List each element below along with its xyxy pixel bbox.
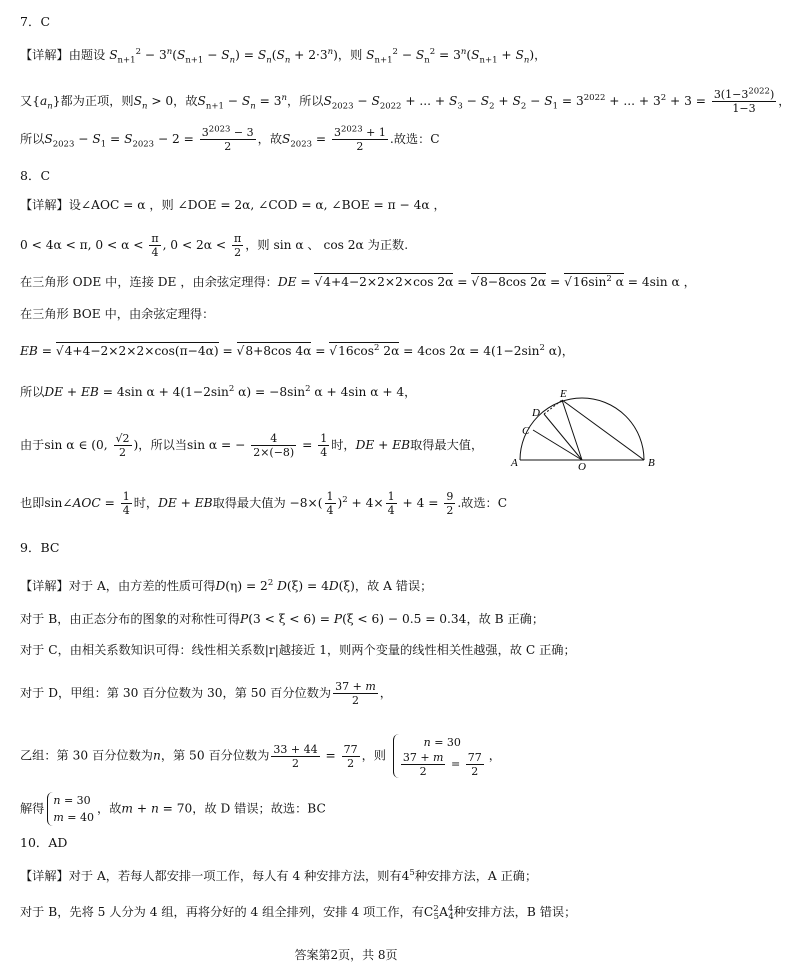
q8-line-6: 所以DE + EB = 4sin $\alpha + 4(1-2\sin^2$ $\alpha) = -8\sin^2$ α + 4sin α + 4， — [20, 383, 417, 399]
q8-answer: 8．C — [20, 168, 51, 183]
q8-line-7: 由于sin α ∈ (0, $\frac{√2}{2}$ )，所以当sin α = − $\frac{4}{2\times(-8)}$ = $\frac{1}{4}$ 时，DE + EB取得最大值， — [20, 432, 484, 459]
q9-line-5: 乙组：第 30 百分位数为n，第 50 百分位数为 $\frac{33 + 44}{2}$ = $\frac{77}{2}$ ，则 n = 30 $\frac{37 + m}{2}$ = $\frac{77}{2}$ ， — [20, 736, 501, 778]
label-B: B — [648, 457, 655, 469]
detail-tag: 【详解】 — [20, 48, 69, 62]
q8-line-5: EB = √ 4+4−2×2×2×cos(π−4α) = √ 8+8cos 4α = √ $16\cos^2$ 2α = 4cos $2\alpha = 4(1-2\sin^2$ α)， — [20, 343, 678, 359]
detail-tag: 【详解】 — [20, 198, 69, 212]
q10-line-1: 【详解】对于 A，若每人都安排一项工作，每人有 4 种安排方法，则有$4^5$种安排方法，A 正确； — [20, 867, 538, 883]
semicircle-figure — [510, 388, 660, 473]
q9-line-4: 对于 D，甲组：第 30 百分位数为 30，第 50 百分位数为 $\frac{37 + m}{2}$ ， — [20, 680, 392, 707]
page-footer: 答案第2页，共 8页 — [294, 948, 398, 962]
q8-line-2: 0 < 4α < π, 0 < α < $\frac{\pi}{4}$ , 0 < 2α < $\frac{\pi}{2}$ ，则 sin α 、 cos 2α 为正数. — [20, 232, 409, 259]
q8-line-8: 也即sin∠AOC = $\frac{1}{4}$ 时，DE + EB取得最大值为 −8×( $\frac{1}{4}$ )$^2$ + 4× $\frac{1}{4}$ + 4 = $\frac{9}{2}$ .故选：C — [20, 490, 508, 517]
q8-line-4: 在三角形 BOE 中，由余弦定理得： — [20, 307, 215, 321]
label-C: C — [522, 425, 530, 437]
q10-answer: 10．AD — [20, 835, 68, 850]
q7-line-3: 所以$S_{2023} - S_1 = S_{2023} - 2$ = $\frac{3^{2023} - 3}{2}$ ，故$S_{2023}$ = $\frac{3^{2023} + 1}{2}$ .故选：C — [20, 124, 440, 153]
label-E: E — [560, 388, 567, 400]
q7-line-2: 又$\{a_n\}$都为正项，则$S_n > 0$，故$S_{n+1} - S_n = 3^n$，所以$S_{2023} - S_{2022}$ + ... + $S_3 - S_2 + S_2 - S_1 = 3^{2022}$ + ... + $3^2 + 3$ = $\frac{3(1-3^{2022})}{1-3}$ ， — [20, 86, 790, 115]
q7-line-1: 【详解】由题设 $S_{n+1}^2 - 3^n(S_{n+1} - S_n) = S_n(S_n + 2\cdot 3^n)$，则 $S_{n+1}^2 - S_n^2 = 3^n(S_{n+1} + S_n)$， — [20, 46, 547, 66]
q9-line-3: 对于 C，由相关系数知识可得：线性相关系数|r|越接近 1，则两个变量的线性相关性越强，故 C 正确； — [20, 643, 576, 657]
q9-line-1: 【详解】对于 A，由方差的性质可得$D(\eta) = 2^2$ D(ξ) = 4D(ξ)，故 A 错误； — [20, 577, 433, 593]
q9-line-2: 对于 B，由正态分布的图象的对称性可得P(3 < ξ < 6) = P(ξ < 6) − 0.5 = 0.34，故 B 正确； — [20, 612, 545, 626]
q8-line-1: 【详解】设∠AOC = α ，则 ∠DOE = 2α, ∠COD = α, ∠BOE = π − 4α ， — [20, 198, 446, 212]
q9-answer: 9．BC — [20, 540, 60, 555]
q10-line-2: 对于 B，先将 5 人分为 4 组，再将分好的 4 组全排列，安排 4 项工作，有$C^2_5A^4_4$种安排方法，B 错误； — [20, 903, 577, 923]
q9-line-6: 解得 n = 30 m = 40 ，故m + n = 70，故 D 错误；故选：BC — [20, 794, 326, 824]
label-O: O — [578, 461, 586, 473]
q7-answer: 7．C — [20, 14, 51, 29]
label-D: D — [532, 407, 540, 419]
q8-line-3: 在三角形 ODE 中，连接 DE ，由余弦定理得：DE = √ 4+4−2×2×2×cos 2α = √ 8−8cos 2α = √ $16\sin^2$ α = 4sin α ， — [20, 274, 678, 290]
detail-tag: 【详解】 — [20, 579, 69, 593]
label-A: A — [511, 457, 518, 469]
q7-fraction: $\frac{3(1-3^{2022})}{1-3}$ — [713, 86, 775, 115]
detail-tag: 【详解】 — [20, 869, 69, 883]
